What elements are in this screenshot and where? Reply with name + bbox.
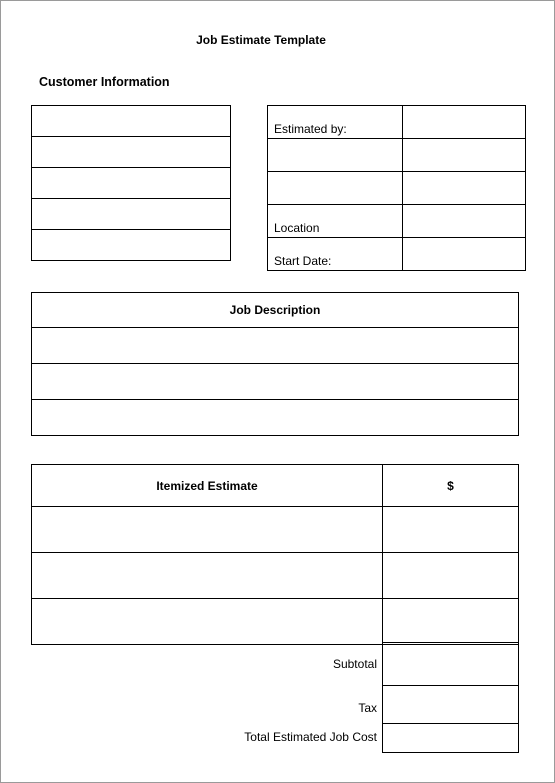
estimate-row (268, 139, 526, 172)
job-description-heading: Job Description (32, 293, 519, 328)
job-description-table (31, 292, 519, 436)
total-field[interactable] (383, 724, 519, 753)
item-amount-field-2[interactable] (383, 553, 519, 599)
estimate-blank-label-3 (268, 172, 403, 205)
item-description-field-3[interactable] (32, 599, 383, 645)
estimate-row (268, 238, 526, 271)
tax-row (383, 686, 519, 724)
document-title: Job Estimate Template (196, 33, 326, 47)
customer-row (32, 168, 231, 199)
tax-label: Tax (358, 701, 377, 715)
job-description-row (32, 400, 519, 436)
start-date-field[interactable] (403, 238, 526, 271)
estimate-row (268, 205, 526, 238)
subtotal-row (383, 643, 519, 686)
estimated-by-label: Estimated by: (268, 106, 403, 139)
job-description-row (32, 364, 519, 400)
customer-field-4[interactable] (32, 199, 231, 230)
customer-field-1[interactable] (32, 106, 231, 137)
estimate-details-table (267, 105, 526, 271)
job-description-field-3[interactable] (32, 400, 519, 436)
job-description-field-2[interactable] (32, 364, 519, 400)
estimated-by-field[interactable] (403, 106, 526, 139)
estimate-row (268, 106, 526, 139)
itemized-row (32, 553, 519, 599)
itemized-row (32, 599, 519, 645)
customer-row (32, 199, 231, 230)
estimate-field-2[interactable] (403, 139, 526, 172)
amount-column-heading: $ (383, 465, 519, 507)
customer-row (32, 106, 231, 137)
subtotal-label: Subtotal (332, 657, 377, 671)
estimate-row (268, 172, 526, 205)
total-row (383, 724, 519, 753)
estimate-field-3[interactable] (403, 172, 526, 205)
item-description-field-1[interactable] (32, 507, 383, 553)
estimate-blank-label-2 (268, 139, 403, 172)
itemized-estimate-table (31, 464, 519, 645)
customer-information-table (31, 105, 231, 261)
customer-field-3[interactable] (32, 168, 231, 199)
item-description-field-2[interactable] (32, 553, 383, 599)
itemized-header-row (32, 465, 519, 507)
start-date-label: Start Date: (268, 238, 403, 271)
subtotal-field[interactable] (383, 643, 519, 686)
location-label: Location (268, 205, 403, 238)
item-amount-field-3[interactable] (383, 599, 519, 645)
itemized-estimate-heading: Itemized Estimate (32, 465, 383, 507)
customer-field-5[interactable] (32, 230, 231, 261)
job-description-header-row (32, 293, 519, 328)
customer-row (32, 230, 231, 261)
customer-information-heading: Customer Information (39, 75, 170, 89)
item-amount-field-1[interactable] (383, 507, 519, 553)
totals-table (382, 642, 519, 753)
tax-field[interactable] (383, 686, 519, 724)
itemized-row (32, 507, 519, 553)
customer-row (32, 137, 231, 168)
job-description-field-1[interactable] (32, 328, 519, 364)
job-description-row (32, 328, 519, 364)
total-estimated-job-cost-label: Total Estimated Job Cost (244, 730, 377, 744)
location-field[interactable] (403, 205, 526, 238)
customer-field-2[interactable] (32, 137, 231, 168)
